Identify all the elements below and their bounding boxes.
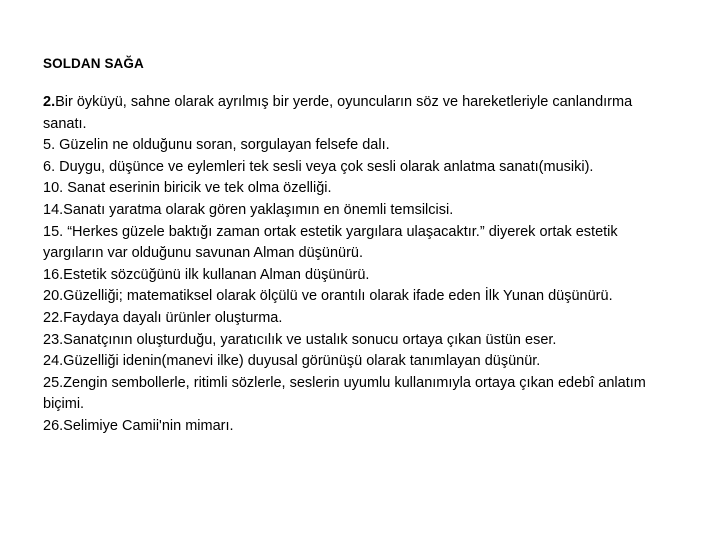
page-title: SOLDAN SAĞA [43,56,144,71]
clue-text: Faydaya dayalı ürünler oluşturma. [63,309,283,326]
clue-item [43,308,673,330]
clue-number: 15. [43,223,64,240]
clue-text: Zengin sembollerle, ritimli sözlerle, seslerin uyumlu kullanımıyla ortaya çıkan edebî anlatım biçimi. [43,374,646,413]
clue-item [43,373,673,416]
clue-item [43,286,673,308]
clue-text: Sanatçının oluşturduğu, yaratıcılık ve ustalık sonucu ortaya çıkan üstün eser. [63,331,557,348]
clue-item [43,157,673,179]
clue-text: Sanatı yaratma olarak gören yaklaşımın en önemli temsilcisi. [63,201,454,218]
clue-text: Duygu, düşünce ve eylemleri tek sesli veya çok sesli olarak anlatma sanatı(musiki). [55,158,594,175]
clue-item [43,200,673,222]
clue-number: 25. [43,374,64,391]
clue-number: 26. [43,417,64,434]
clue-text: Güzelliği; matematiksel olarak ölçülü ve orantılı olarak ifade eden İlk Yunan düşünürü. [63,288,613,305]
clue-number: 2. [43,94,56,110]
clue-item [43,265,673,287]
clue-item [43,330,673,352]
clue-list [43,92,673,438]
clue-text: Güzelin ne olduğunu soran, sorgulayan felsefe dalı. [55,137,390,154]
clue-number: 22. [43,309,64,326]
clue-item [43,92,673,135]
clue-item [43,222,673,265]
clue-text: “Herkes güzele baktığı zaman ortak estetik yargılara ulaşacaktır.” diyerek ortak estetik yargıların var olduğunu savunan Alman düşünürü. [43,223,618,262]
clue-number: 14. [43,201,64,218]
clue-item [43,178,673,200]
clue-number: 6. [43,158,56,175]
clue-text: Güzelliği idenin(manevi ilke) duyusal görünüşü olarak tanımlayan düşünür. [63,353,541,370]
document-page [43,54,673,438]
clue-text: Selimiye Camii'nin mimarı. [63,417,234,434]
clue-number: 24. [43,353,64,370]
clue-number: 10. [43,180,64,197]
clue-item [43,351,673,373]
clue-text: Sanat eserinin biricik ve tek olma özelliği. [63,180,332,197]
clue-item [43,135,673,157]
clue-text: Estetik sözcüğünü ilk kullanan Alman düşünürü. [63,266,370,283]
clue-number: 16. [43,266,64,283]
clue-number: 20. [43,288,64,305]
clue-number: 23. [43,331,64,348]
clue-text: Bir öyküyü, sahne olarak ayrılmış bir yerde, oyuncuların söz ve hareketleriyle canlandırma sanatı. [43,94,633,132]
clue-number: 5. [43,137,56,154]
clue-item [43,416,673,438]
